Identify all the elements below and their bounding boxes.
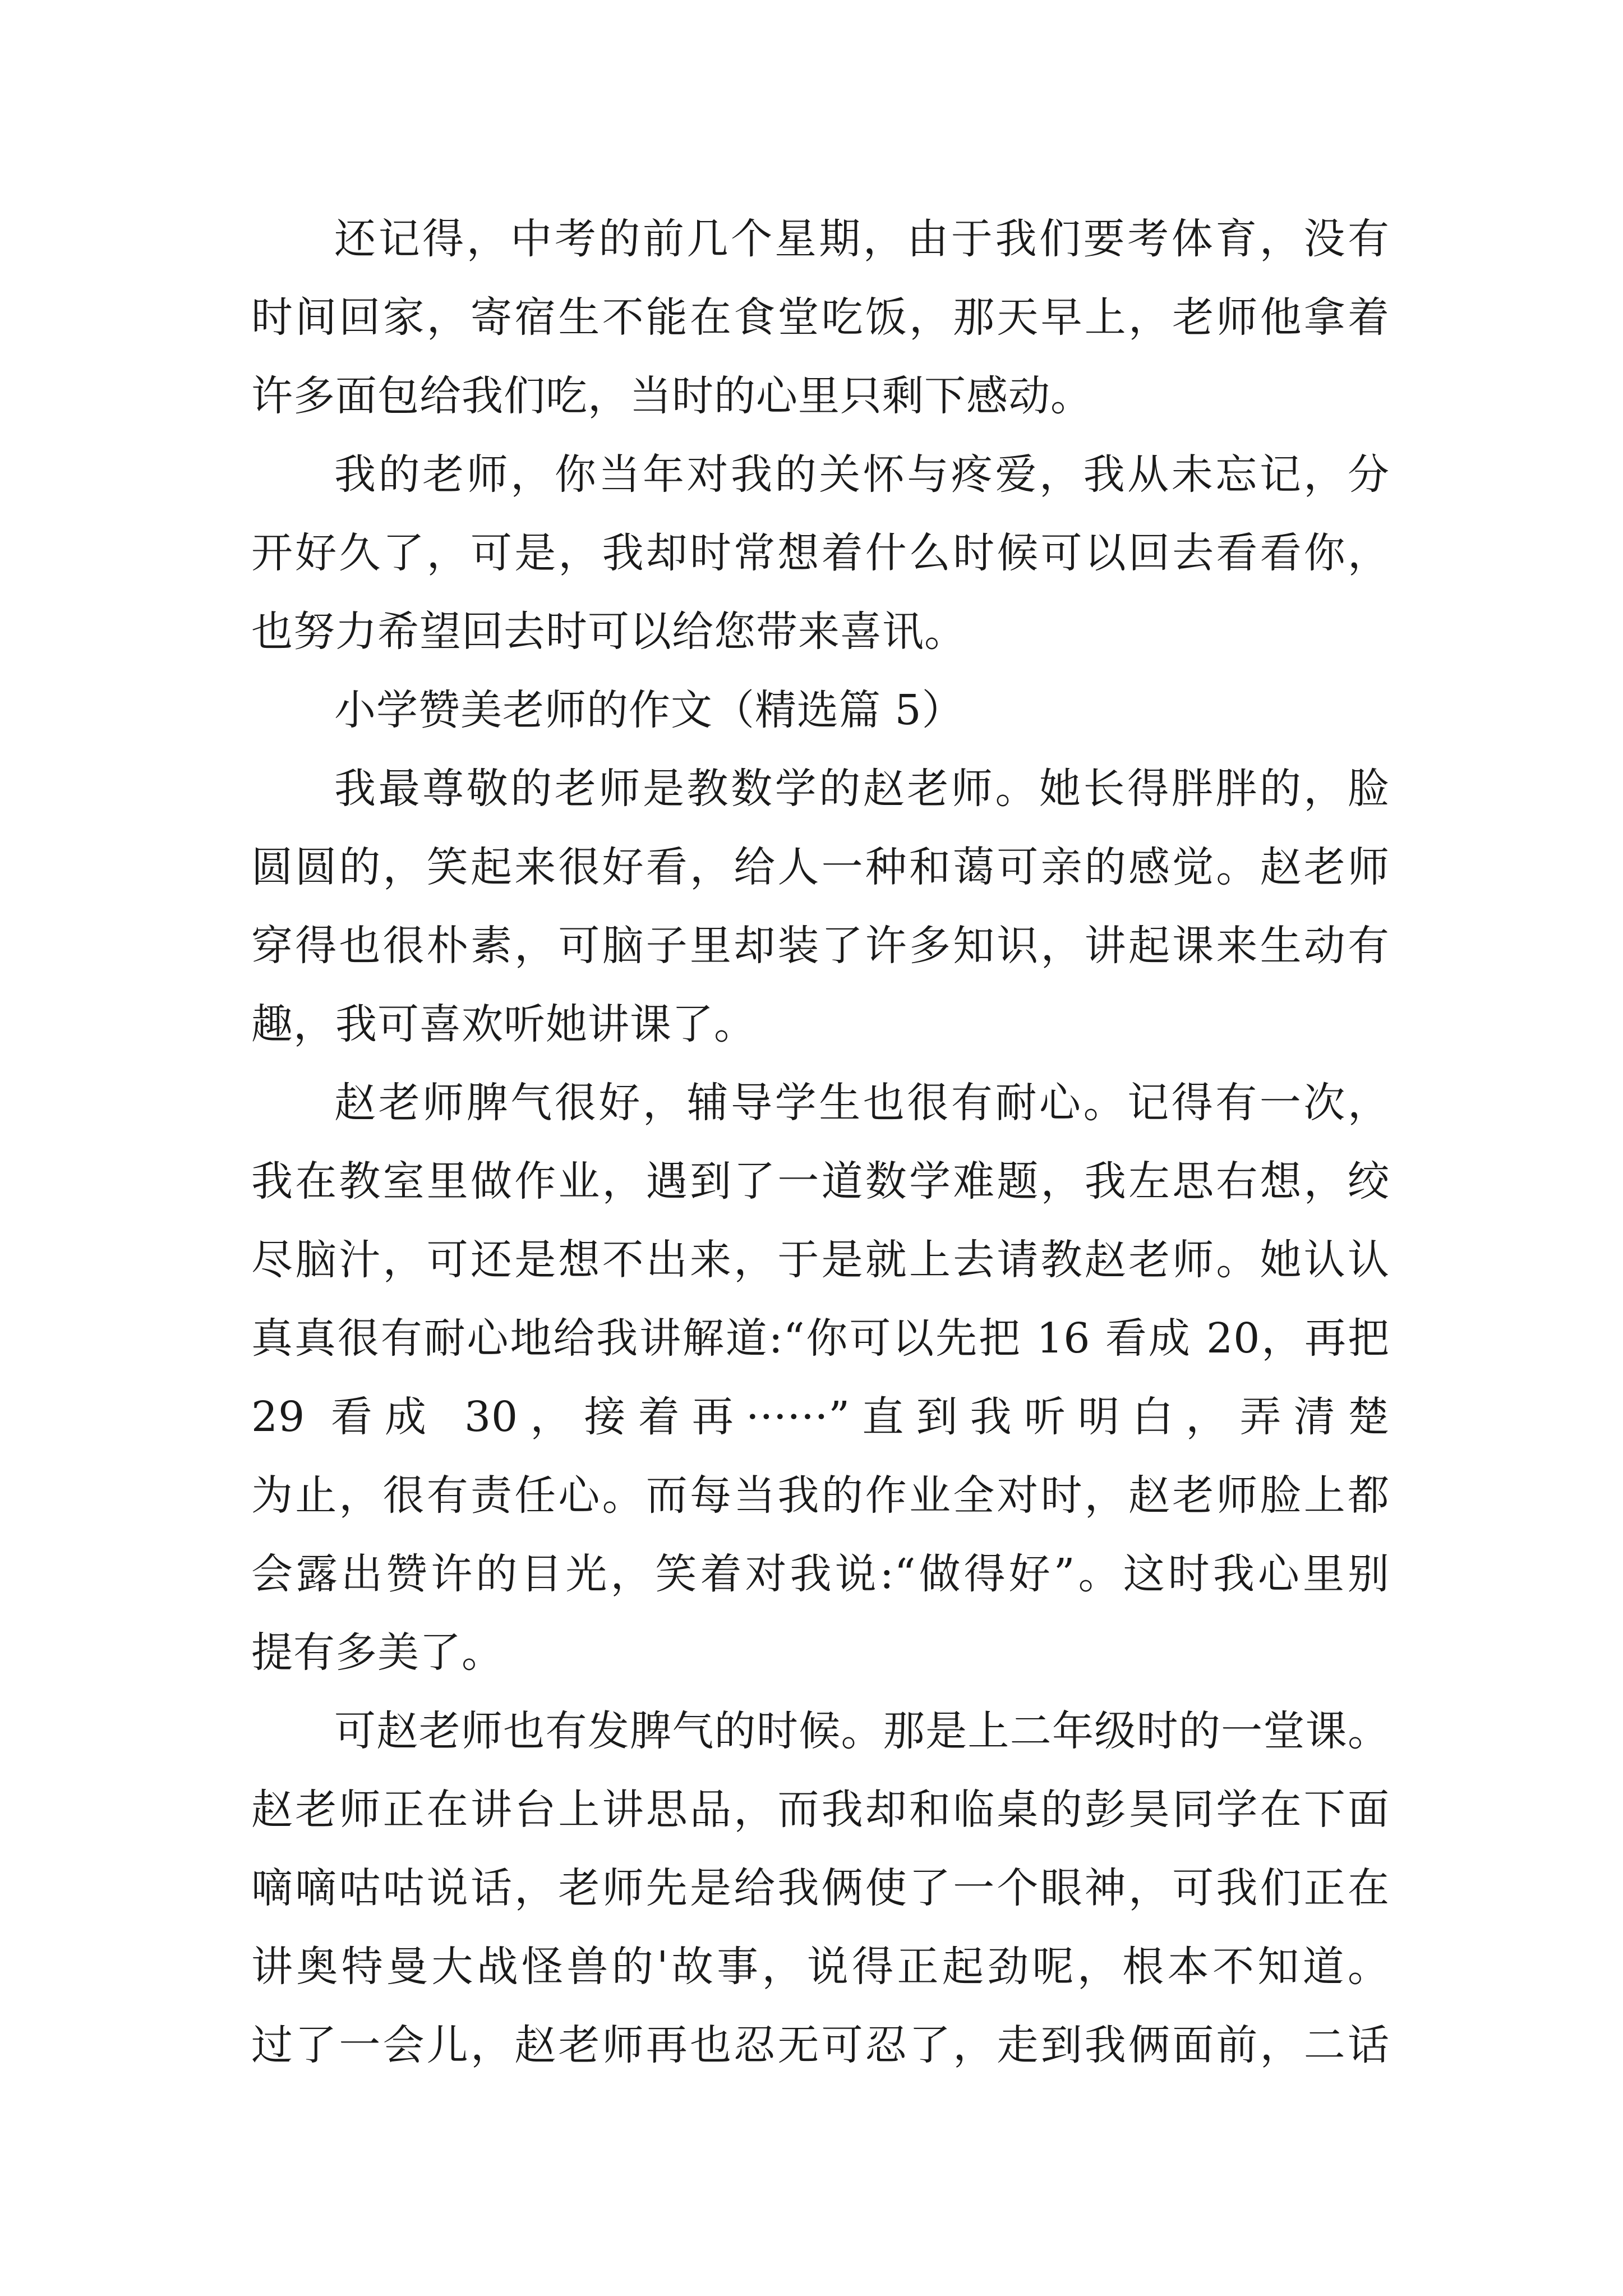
text-line: 讲奥特曼大战怪兽的'故事，说得正起劲呢，根本不知道。 [251, 1943, 1390, 1990]
text-line: 尽脑汁，可还是想不出来，于是就上去请教赵老师。她认认 [251, 1236, 1390, 1283]
section-title: 小学赞美老师的作文（精选篇 5） [334, 687, 964, 734]
text-line: 可赵老师也有发脾气的时候。那是上二年级时的一堂课。 [334, 1708, 1390, 1755]
text-line: 29 看成 30，接着再······”直到我听明白，弄清楚 [251, 1393, 1390, 1441]
text-line: 也努力希望回去时可以给您带来喜讯。 [251, 608, 966, 655]
document-body [251, 215, 1390, 2069]
text-line: 许多面包给我们吃，当时的心里只剩下感动。 [251, 372, 1092, 420]
paragraph [251, 1079, 1390, 1676]
text-line: 还记得，中考的前几个星期，由于我们要考体育，没有 [334, 215, 1390, 263]
text-line: 提有多美了。 [251, 1629, 504, 1676]
paragraph [251, 215, 1390, 420]
paragraph [251, 451, 1390, 655]
text-line: 为止，很有责任心。而每当我的作业全对时，赵老师脸上都 [251, 1472, 1390, 1519]
text-line: 我的老师，你当年对我的关怀与疼爱，我从未忘记，分 [334, 451, 1390, 498]
text-line: 穿得也很朴素，可脑子里却装了许多知识，讲起课来生动有 [251, 922, 1390, 969]
text-line: 圆圆的，笑起来很好看，给人一种和蔼可亲的感觉。赵老师 [251, 844, 1390, 891]
text-line: 嘀嘀咕咕说话，老师先是给我俩使了一个眼神，可我们正在 [251, 1865, 1390, 1912]
paragraph [251, 1708, 1390, 2069]
text-line: 赵老师正在讲台上讲思品，而我却和临桌的彭昊同学在下面 [251, 1786, 1390, 1833]
text-line: 我在教室里做作业，遇到了一道数学难题，我左思右想，绞 [251, 1158, 1390, 1205]
text-line: 会露出赞许的目光，笑着对我说:“做得好”。这时我心里别 [251, 1550, 1390, 1598]
paragraph [251, 765, 1390, 1048]
text-line: 我最尊敬的老师是教数学的赵老师。她长得胖胖的，脸 [334, 765, 1390, 812]
text-line: 开好久了，可是，我却时常想着什么时候可以回去看看你， [251, 530, 1390, 577]
section-heading [251, 687, 1390, 734]
text-line: 时间回家，寄宿生不能在食堂吃饭，那天早上，老师他拿着 [251, 294, 1390, 341]
text-line: 过了一会儿，赵老师再也忍无可忍了，走到我俩面前，二话 [251, 2022, 1390, 2069]
text-line: 真真很有耐心地给我讲解道:“你可以先把 16 看成 20，再把 [251, 1315, 1390, 1362]
text-line: 趣，我可喜欢听她讲课了。 [251, 1001, 756, 1048]
text-line: 赵老师脾气很好，辅导学生也很有耐心。记得有一次， [334, 1079, 1390, 1126]
